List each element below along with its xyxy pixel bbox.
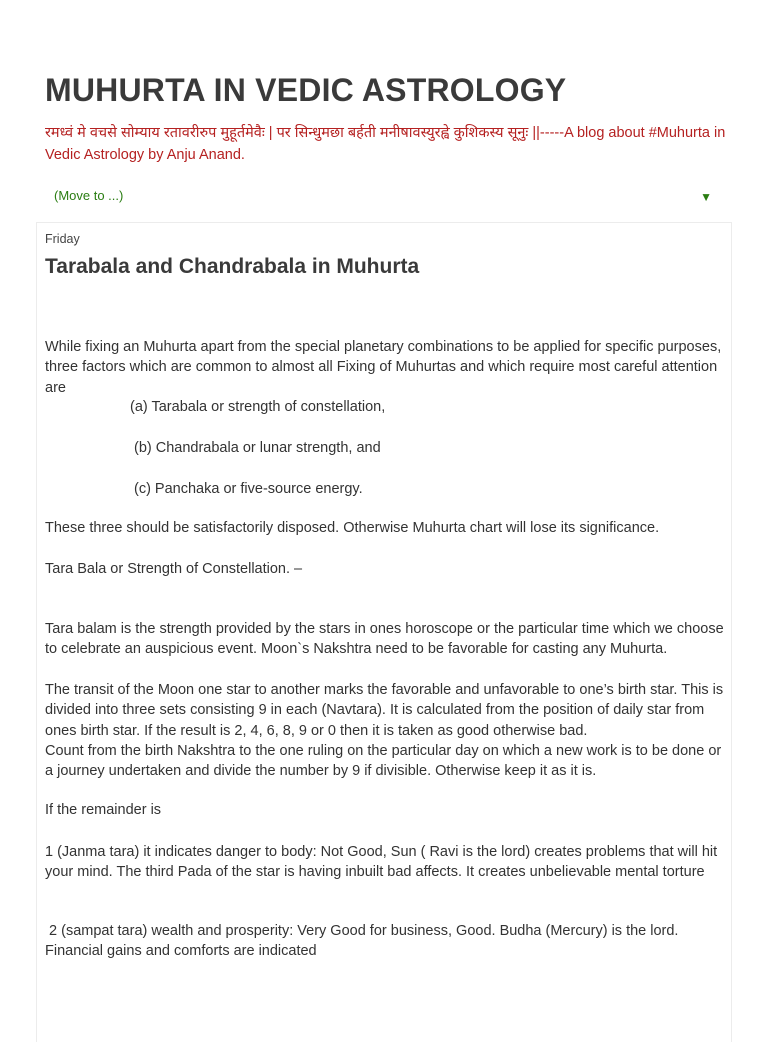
post-date: Friday [45,232,80,246]
nav-dropdown-label: (Move to ...) [54,188,124,203]
post-paragraph: 1 (Janma tara) it indicates danger to body: Not Good, Sun ( Ravi is the lord) creates problems that will hit your mind. The third Pada of the star is having inbuilt bad affects. It creates unbelievable mental torture [45,844,718,881]
post-list-item: (a) Tarabala or strength of constellation, [130,399,386,415]
post-paragraph: If the remainder is [45,802,162,818]
post-list-item: (b) Chandrabala or lunar strength, and [134,440,381,456]
post-title[interactable]: Tarabala and Chandrabala in Muhurta [45,255,420,278]
page-nav-dropdown[interactable] [36,180,732,214]
post-paragraph: While fixing an Muhurta apart from the special planetary combinations to be applied for specific purposes, three factors which are common to almost all Fixing of Muhurtas and which require most careful attention are [45,339,722,396]
post-list-item: (c) Panchaka or five-source energy. [134,481,363,497]
post-paragraph: The transit of the Moon one star to another marks the favorable and unfavorable to one’s birth star. This is divided into three sets consisting 9 in each (Navtara). It is calculated from the position of daily star from ones birth star. If the result is 2, 4, 6, 8, 9 or 0 then it is taken as good otherwise bad. [45,682,724,739]
blog-description: रमध्वं मे वचसे सोम्याय रतावरीरुप मुहूर्तमेवैः | पर सिन्धुमछा बर्हती मनीषावस्युरह्वे कुशिकस्य सूनुः ||-----A blog about #Muhurta in Vedic Astrology by Anju Anand. [45,125,726,163]
post-paragraph: Count from the birth Nakshtra to the one ruling on the particular day on which a new work is to be done or a journey undertaken and divide the number by 9 if divisible. Otherwise keep it as it is. [45,743,722,780]
post-paragraph: 2 (sampat tara) wealth and prosperity: Very Good for business, Good. Budha (Mercury) is the lord. Financial gains and comforts are indicated [45,923,683,960]
post-paragraph: These three should be satisfactorily disposed. Otherwise Muhurta chart will lose its significance. [45,520,660,536]
post-subheading: Tara Bala or Strength of Constellation. – [45,561,303,577]
post-paragraph: Tara balam is the strength provided by the stars in ones horoscope or the particular time which we choose to celebrate an auspicious event. Moon`s Nakshtra need to be favorable for casting any Muhurta. [45,621,724,658]
chevron-down-icon: ▼ [700,190,712,204]
blog-title[interactable]: MUHURTA IN VEDIC ASTROLOGY [45,72,567,108]
